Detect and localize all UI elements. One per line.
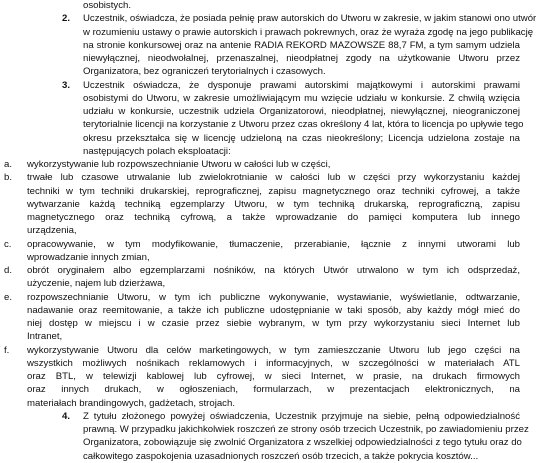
list-letter: b. [4, 172, 13, 184]
list-item-line: urządzenia, [27, 225, 77, 237]
paragraph-line: następujących polach eksploatacji: [83, 145, 231, 157]
paragraph-line: Uczestnik, oświadcza, że posiada pełnię praw autorskich do Utworu w zakresie, w jakim stanowi ono utwór [83, 13, 537, 25]
paragraph-line: całkowitego zaspokojenia uzasadnionych roszczeń osób trzecich, a także pokrycia kosztów... [83, 450, 479, 462]
list-item-line: wytwarzanie każdą techniką egzemplarzy Utworu, w tym techniką drukarską, reprograficzną, zapisu [27, 198, 520, 210]
list-item-line: techniki w tym techniki drukarskiej, reprograficznej, zapisu magnetycznego oraz techniki cyfrowej, a także [27, 185, 520, 197]
paragraph-line: udziału w konkursie, uczestnik udziela Organizatorowi, nieodpłatnej, niewyłącznej, nieograniczonej [83, 106, 520, 117]
list-item-line: nadawanie oraz reemitowanie, a także ich publiczne udostępnianie w taki sposób, aby każdy mógł mieć do [27, 304, 520, 316]
paragraph-line: niewyłącznej, nieodwołalnej, przenaszalnej, nieodpłatnej zgody na użytkowanie Utworu przez [83, 53, 520, 64]
list-item-line: wprowadzanie innych zmian, [27, 251, 150, 263]
list-number-4: 4. [62, 410, 71, 422]
list-item-line: materiałach brandingowych, gadżetach, strojach. [27, 397, 235, 409]
list-item-line: obrót oryginałem albo egzemplarzami nośników, na których Utwór utrwalono w tym ich odsprzedaż, [27, 265, 520, 276]
paragraph-line: terytorialnie licencji na korzystanie z Utworu przez czas określony 4 lat, która to licencja po upływie tego [83, 119, 524, 131]
paragraph-line: w rozumieniu ustawy o prawie autorskich i prawach pokrewnych, oraz że wyraża zgodę na jego publikację [83, 26, 534, 38]
paragraph-line: Uczestnik oświadcza, że dysponuje prawami autorskimi majątkowymi i autorskimi prawami [83, 79, 520, 91]
list-letter: d. [4, 265, 13, 276]
list-item-line: oraz BTL, w telewizji kablowej lub cyfrowej, w sieci Internet, w prasie, na drukach firmowych [27, 371, 520, 382]
list-item-line: rozpowszechnianie Utworu, w tym ich publiczne wykonywanie, wystawianie, wyświetlanie, odtwarzanie, [27, 291, 520, 303]
list-item-line: wykorzystywanie Utworu dla celów marketingowych, w tym zamieszczanie Utworu lub jego części na [27, 344, 520, 356]
list-letter: e. [4, 291, 13, 303]
paragraph-line: Organizatora, bez ograniczeń terytorialnych i czasowych. [83, 66, 326, 78]
paragraph-line: na stronie konkursowej oraz na antenie RADIA REKORD MAZOWSZE 88,7 FM, a tym samym udziela [83, 39, 520, 51]
list-letter: a. [4, 159, 13, 170]
list-number-2: 2. [62, 13, 71, 25]
list-item-line: opracowywanie, w tym modyfikowanie, tłumaczenie, przerabianie, łącznie z innymi utworami lub [27, 238, 520, 250]
paragraph-fragment: osobistych. [83, 0, 131, 11]
list-item-line: niej dostęp w miejscu i w czasie przez siebie wybranym, w tym przy wykorzystaniu sieci Internet lub [27, 318, 520, 329]
list-item-line: Intranet, [27, 331, 63, 343]
list-item-line: wszystkich możliwych nośnikach reklamowych i informacyjnych, w szczególności w materiałach ATL [27, 357, 520, 369]
paragraph-line: okresu przekształca się w licencję udzieloną na czas nieokreślony; Licencja udzielona zostaje na [83, 132, 520, 144]
list-item-line: trwałe lub czasowe utrwalanie lub zwielokrotnianie w całości lub w części przy wykorzystaniu każdej [27, 172, 520, 184]
list-number-3: 3. [62, 79, 71, 91]
list-item-line: użyczenie, najem lub dzierżawa, [27, 278, 166, 290]
paragraph-line: Z tytułu złożonego powyżej oświadczenia, Uczestnik przyjmuje na siebie, pełną odpowiedzialność [83, 410, 520, 422]
paragraph-line: osobistymi do Utworu, w zakresie umożliwiającym mu wzięcie udziału w konkursie. Z chwilą wzięcia [83, 92, 520, 104]
list-letter: c. [4, 238, 12, 250]
paragraph-line: Organizatora, zobowiązuje się zwolnić Organizatora z wszelkiej odpowiedzialności z tego tytułu oraz do [83, 437, 522, 449]
paragraph-line: prawną. W przypadku jakichkolwiek roszczeń ze strony osób trzecich Uczestnik, po zawiadomieniu przez [83, 424, 529, 435]
list-item-line: wykorzystywanie lub rozpowszechnianie Utworu w całości lub w części, [27, 159, 331, 170]
list-letter: f. [4, 344, 10, 356]
list-item-line: oraz innych drukach, w ogłoszeniach, formularzach, w prezentacjach elektronicznych, na [27, 384, 520, 396]
list-item-line: magnetycznego oraz techniką cyfrową, a także wprowadzanie do pamięci komputera lub innego [27, 212, 520, 223]
